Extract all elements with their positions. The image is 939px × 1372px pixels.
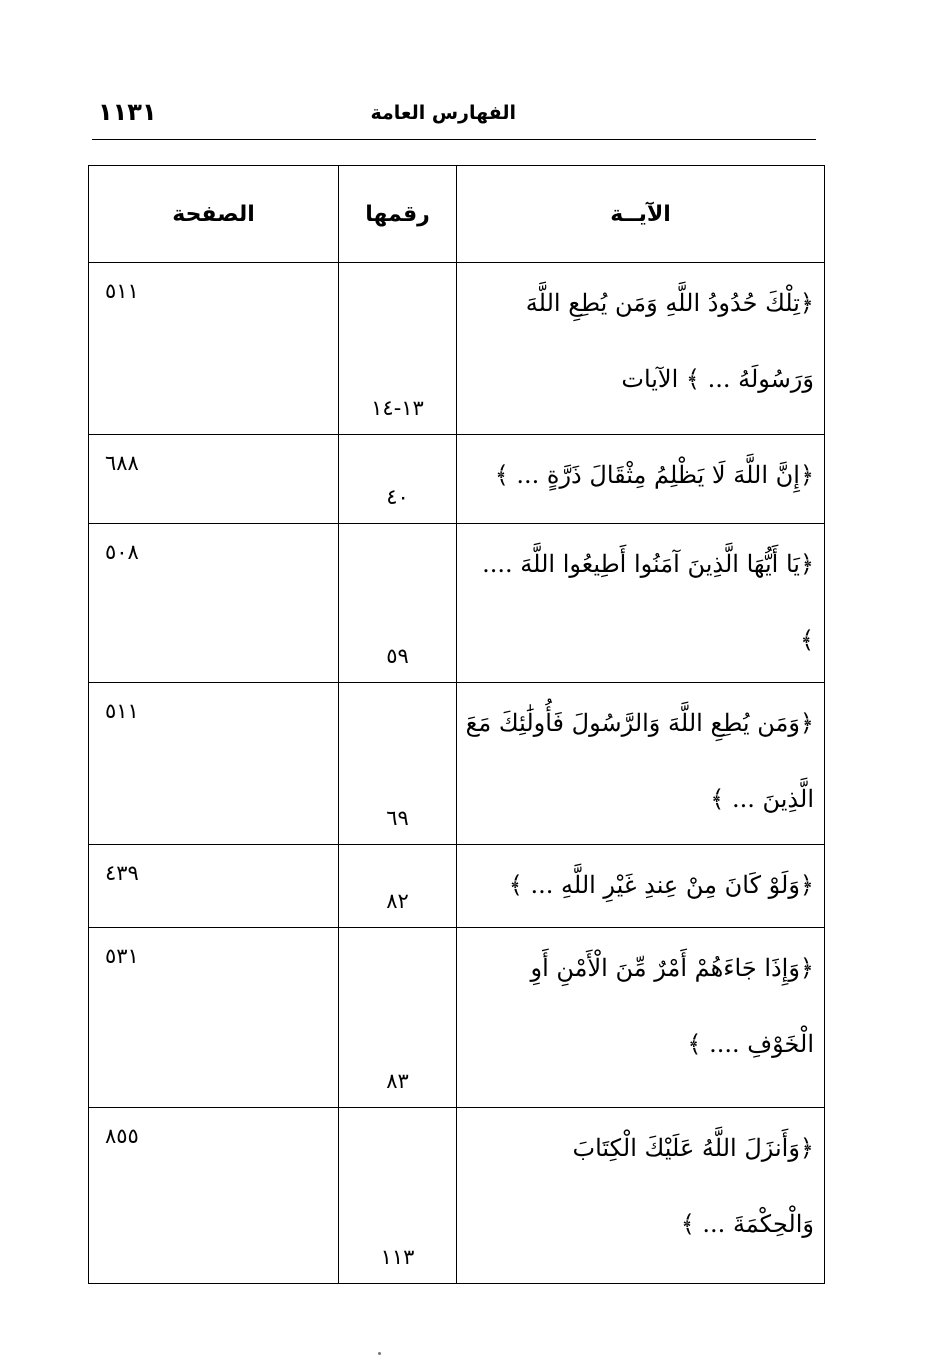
page-reference: ٦٨٨ <box>105 451 139 475</box>
page-cell <box>89 435 339 524</box>
column-header-ayah: الآيــة <box>457 166 825 263</box>
ayah-line: ﴿إِنَّ اللَّهَ لَا يَظْلِمُ مِثْقَالَ ذَرَّةٍ ... ﴾ <box>494 461 814 489</box>
ayah-number: ٤٠ <box>386 485 409 509</box>
page-reference: ٨٥٥ <box>105 1124 139 1148</box>
footer-mark <box>378 1352 381 1355</box>
page-cell <box>89 928 339 1108</box>
ayah-line: وَرَسُولَهُ ... ﴾ الآيات <box>621 365 814 393</box>
column-header-number: رقمها <box>339 166 457 263</box>
ayah-line: ﴿وَمَن يُطِعِ اللَّهَ وَالرَّسُولَ فَأُولَٰئِكَ مَعَ <box>465 709 814 737</box>
ayah-cell <box>457 435 825 524</box>
page-reference: ٤٣٩ <box>105 861 139 885</box>
ayah-line: الَّذِينَ ... ﴾ <box>710 785 814 813</box>
ayah-cell <box>457 683 825 845</box>
ayah-number: ٦٩ <box>386 806 409 830</box>
ayah-number-cell <box>339 928 457 1108</box>
ayah-line: ﴿وَإِذَا جَاءَهُمْ أَمْرٌ مِّنَ الْأَمْنِ أَوِ <box>530 954 814 982</box>
page-reference: ٥٠٨ <box>105 540 139 564</box>
ayah-line: ﴿وَلَوْ كَانَ مِنْ عِندِ غَيْرِ اللَّهِ ... ﴾ <box>508 871 814 899</box>
column-header-page: الصفحة <box>89 166 339 263</box>
ayah-number: ٥٩ <box>386 644 409 668</box>
ayah-line: ﴿وَأَنزَلَ اللَّهُ عَلَيْكَ الْكِتَابَ <box>572 1134 814 1162</box>
table-row <box>89 435 825 524</box>
ayah-cell <box>457 845 825 928</box>
page-reference: ٥١١ <box>105 699 139 723</box>
page-title: الفهارس العامة <box>370 102 516 124</box>
ayah-number: ٨٣ <box>386 1069 409 1093</box>
page-cell <box>89 263 339 435</box>
table-row <box>89 683 825 845</box>
ayah-line: ﴿تِلْكَ حُدُودُ اللَّهِ وَمَن يُطِعِ اللَّهَ <box>525 289 814 317</box>
page-cell <box>89 1108 339 1284</box>
page-reference: ٥٣١ <box>105 944 139 968</box>
page-reference: ٥١١ <box>105 279 139 303</box>
table-row <box>89 1108 825 1284</box>
ayah-line: ﴿يَا أَيُّهَا الَّذِينَ آمَنُوا أَطِيعُوا اللَّهَ .... ﴾ <box>482 550 814 654</box>
ayah-number-cell <box>339 683 457 845</box>
page-header <box>92 96 816 136</box>
ayah-cell <box>457 263 825 435</box>
table-header-row <box>89 166 825 263</box>
page-number: ١١٣١ <box>98 98 157 126</box>
header-divider <box>92 139 816 140</box>
ayah-number: ٨٢ <box>386 889 409 913</box>
page-cell <box>89 524 339 683</box>
ayah-cell <box>457 1108 825 1284</box>
ayah-cell <box>457 524 825 683</box>
ayah-number-cell <box>339 435 457 524</box>
page-cell <box>89 845 339 928</box>
ayah-number: ١٣-١٤ <box>371 396 424 420</box>
ayah-number-cell <box>339 263 457 435</box>
ayah-line: وَالْحِكْمَةَ ... ﴾ <box>680 1210 814 1238</box>
table-row <box>89 524 825 683</box>
ayah-number-cell <box>339 524 457 683</box>
ayah-index-table <box>88 165 825 1284</box>
ayah-line: الْخَوْفِ .... ﴾ <box>687 1030 814 1058</box>
page-cell <box>89 683 339 845</box>
table-row <box>89 928 825 1108</box>
ayah-number-cell <box>339 1108 457 1284</box>
ayah-cell <box>457 928 825 1108</box>
ayah-number-cell <box>339 845 457 928</box>
ayah-number: ١١٣ <box>380 1245 415 1269</box>
table-row <box>89 845 825 928</box>
table-row <box>89 263 825 435</box>
